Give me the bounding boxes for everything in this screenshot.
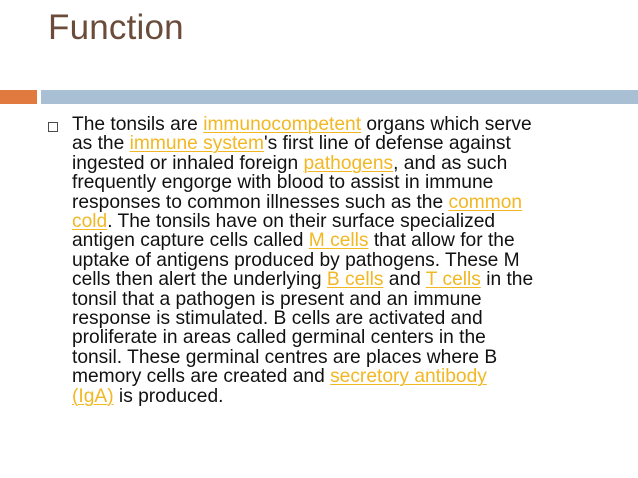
text-run: memory cells are created and xyxy=(72,366,331,388)
text-run: as the xyxy=(72,133,130,155)
text-line xyxy=(72,212,614,231)
text-line xyxy=(72,173,614,192)
link-pathogens[interactable]: pathogens xyxy=(303,152,394,174)
link-iga[interactable]: (IgA) xyxy=(72,385,114,407)
link-common[interactable]: common xyxy=(448,191,523,213)
text-line xyxy=(72,367,614,386)
text-line xyxy=(72,328,614,347)
link-t-cells[interactable]: T cells xyxy=(425,269,481,291)
text-line xyxy=(72,251,614,270)
bullet-paragraph xyxy=(72,115,614,406)
link-m-cells[interactable]: M cells xyxy=(308,230,369,252)
text-line xyxy=(72,231,614,250)
text-run: in the xyxy=(480,269,534,291)
text-run: is produced. xyxy=(113,385,224,407)
title-divider-accent xyxy=(0,90,37,104)
text-run: responses to common illnesses such as the xyxy=(72,191,449,213)
bullet-list xyxy=(44,115,614,406)
title-divider-bar xyxy=(41,90,638,104)
text-run: frequently engorge with blood to assist in immune xyxy=(72,172,494,194)
text-run: response is stimulated. B cells are activated and xyxy=(72,308,483,330)
link-immune-system[interactable]: immune system xyxy=(129,133,264,155)
text-run: . The tonsils have on their surface specialized xyxy=(107,211,496,233)
text-run: antigen capture cells called xyxy=(72,230,309,252)
text-run: proliferate in areas called germinal centers in the xyxy=(72,327,486,349)
link-cold[interactable]: cold xyxy=(72,211,108,233)
text-line xyxy=(72,290,614,309)
link-immunocompetent[interactable]: immunocompetent xyxy=(203,114,362,135)
text-line xyxy=(72,154,614,173)
link-b-cells[interactable]: B cells xyxy=(326,269,384,291)
text-line xyxy=(72,348,614,367)
text-run: and xyxy=(383,269,426,291)
text-run: The tonsils are xyxy=(72,114,204,135)
link-secretory-antibody[interactable]: secretory antibody xyxy=(330,366,487,388)
text-run: organs which serve xyxy=(361,114,532,135)
text-line xyxy=(72,115,614,134)
text-line xyxy=(72,270,614,289)
text-run: uptake of antigens produced by pathogens. These M xyxy=(72,249,520,271)
text-line xyxy=(72,309,614,328)
hollow-square-bullet-icon xyxy=(48,122,58,132)
text-run: that allow for the xyxy=(368,230,515,252)
text-line xyxy=(72,387,614,406)
text-line xyxy=(72,134,614,153)
text-run: cells then alert the underlying xyxy=(72,269,327,291)
text-line xyxy=(72,193,614,212)
text-run: 's first line of defense against xyxy=(263,133,511,155)
text-run: tonsil that a pathogen is present and an immune xyxy=(72,288,482,310)
text-run: , and as such xyxy=(393,152,508,174)
slide-title: Function xyxy=(48,8,184,47)
text-run: tonsil. These germinal centres are places where B xyxy=(72,346,498,368)
text-run: ingested or inhaled foreign xyxy=(72,152,304,174)
